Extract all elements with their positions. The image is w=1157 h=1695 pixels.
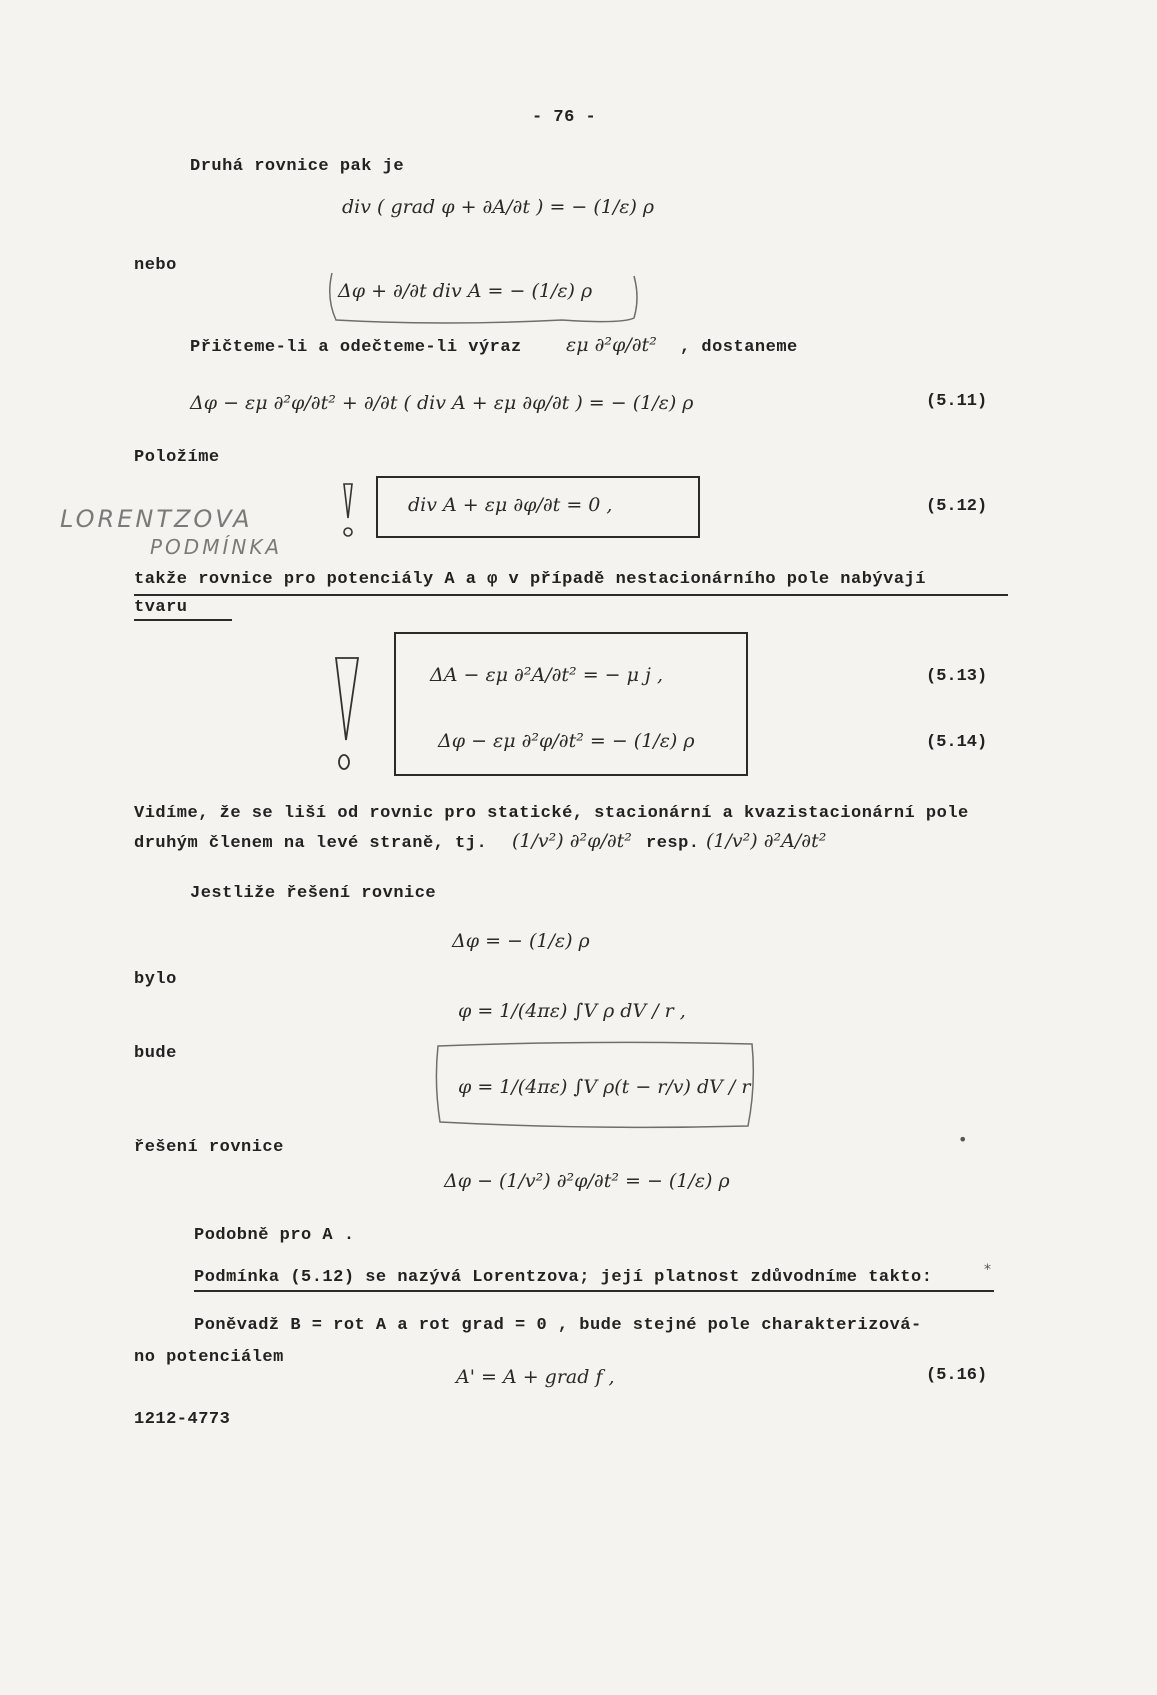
- text-nebo: nebo: [134, 256, 177, 275]
- equation-term-v2-phi: (1/v²) ∂²φ/∂t²: [512, 830, 632, 852]
- text-podminka: Podmínka (5.12) se nazývá Lorentzova; její platnost zdůvodníme takto:: [194, 1268, 933, 1287]
- equation-retarded-potential: φ = 1/(4πε) ∫V ρ(t − r/v) dV / r: [458, 1076, 751, 1098]
- underline-tvaru: [134, 619, 232, 621]
- handwritten-podminka: PODMÍNKA: [150, 535, 283, 559]
- boxed-equations-5-13-5-14: [394, 632, 748, 776]
- eq-number-5-16: (5.16): [926, 1366, 988, 1385]
- ink-dot-mark: •: [958, 1130, 968, 1149]
- text-potencialem: no potenciálem: [134, 1348, 284, 1367]
- ink-star-mark: *: [984, 1262, 991, 1278]
- equation-term-eps-mu: εμ ∂²φ/∂t²: [566, 334, 657, 356]
- handwritten-lorentzova: LORENTZOVA: [60, 505, 253, 533]
- equation-laplace-div: Δφ + ∂/∂t div A = − (1/ε) ρ: [338, 280, 593, 302]
- text-podobne: Podobně pro A .: [194, 1226, 355, 1245]
- text-resp: resp.: [646, 834, 700, 853]
- equation-div-grad: div ( grad φ + ∂A/∂t ) = − (1/ε) ρ: [342, 196, 655, 218]
- text-tvaru: tvaru: [134, 598, 188, 617]
- text-jestlize: Jestliže řešení rovnice: [190, 884, 437, 903]
- equation-5-13: ΔA − εμ ∂²A/∂t² = − μ j ,: [430, 664, 663, 686]
- equation-5-16: A' = A + grad f ,: [456, 1366, 615, 1388]
- exclamation-mark-icon: [338, 482, 358, 542]
- underline-podminka: [194, 1290, 994, 1292]
- page-number: - 76 -: [532, 108, 597, 127]
- footer-code: 1212-4773: [134, 1410, 231, 1429]
- text-ponevadz: Poněvadž B = rot A a rot grad = 0 , bude stejné pole charakterizová-: [194, 1316, 922, 1335]
- eq-number-5-14: (5.14): [926, 733, 988, 752]
- text-takze: takže rovnice pro potenciály A a φ v případě nestacionárního pole nabývají: [134, 570, 926, 589]
- text-polozime: Položíme: [134, 448, 220, 467]
- equation-poisson: Δφ = − (1/ε) ρ: [452, 930, 590, 952]
- text-reseni-rovnice: řešení rovnice: [134, 1138, 284, 1157]
- eq-number-5-13: (5.13): [926, 667, 988, 686]
- equation-5-11: Δφ − εμ ∂²φ/∂t² + ∂/∂t ( div A + εμ ∂φ/∂t ) = − (1/ε) ρ: [190, 392, 694, 414]
- text-dostaneme: , dostaneme: [680, 338, 798, 357]
- text-vidime-2: druhým členem na levé straně, tj.: [134, 834, 488, 853]
- text-prictime: Přičteme-li a odečteme-li výraz: [190, 338, 522, 357]
- text-druha-rovnice: Druhá rovnice pak je: [190, 157, 405, 176]
- pencil-bracket-mark: [322, 268, 642, 328]
- equation-term-v2-a: (1/v²) ∂²A/∂t²: [706, 830, 827, 852]
- equation-5-12: div A + εμ ∂φ/∂t = 0 ,: [408, 494, 613, 516]
- exclamation-mark-icon: [332, 656, 362, 776]
- equation-5-14: Δφ − εμ ∂²φ/∂t² = − (1/ε) ρ: [438, 730, 695, 752]
- text-bude: bude: [134, 1044, 177, 1063]
- equation-wave: Δφ − (1/v²) ∂²φ/∂t² = − (1/ε) ρ: [444, 1170, 730, 1192]
- underline-takze: [134, 594, 1008, 596]
- eq-number-5-11: (5.11): [926, 392, 988, 411]
- text-bylo: bylo: [134, 970, 177, 989]
- equation-static-potential: φ = 1/(4πε) ∫V ρ dV / r ,: [458, 1000, 686, 1022]
- eq-number-5-12: (5.12): [926, 497, 988, 516]
- text-vidime-1: Vidíme, že se liší od rovnic pro statické, stacionární a kvazistacionární pole: [134, 804, 969, 823]
